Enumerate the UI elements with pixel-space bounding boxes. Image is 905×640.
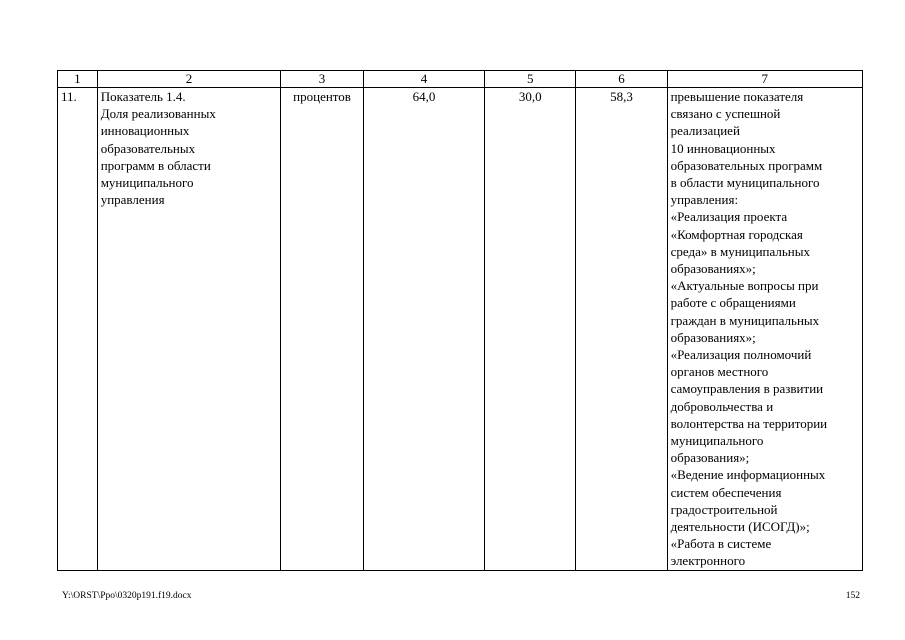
indicator-name-line: программ в области [100,157,211,173]
header-cell-7: 7 [667,71,862,88]
comment-line: «Актуальные вопросы при [670,278,819,294]
report-table [57,70,863,571]
comment-line: 10 инновационных [670,140,776,156]
comment-line: систем обеспечения [670,484,782,500]
comment-line: «Комфортная городская [670,226,803,242]
comment-line: работе с обращениями [670,295,796,311]
comment-line: органов местного [670,364,769,380]
comment-line: муниципального [670,433,764,449]
header-cell-4: 4 [363,71,484,88]
indicator-name-cell [97,88,281,571]
indicator-name-line: Показатель 1.4. [100,89,186,104]
comment-line: «Ведение информационных [670,467,826,483]
value-cell-6: 58,3 [576,88,667,571]
header-cell-3: 3 [281,71,364,88]
comment-line: образования»; [670,450,750,466]
unit-cell: процентов [281,88,364,571]
comment-line: реализацией [670,123,740,139]
comment-line: среда» в муниципальных [670,243,810,259]
indicator-name-line: Доля реализованных [100,106,216,122]
comment-cell [667,88,862,571]
footer-page-number: 152 [845,591,860,601]
table-row [58,88,863,571]
comment-line: образованиях»; [670,261,756,277]
comment-line: добровольчества и [670,398,774,414]
comment-line: «Реализация полномочий [670,347,812,363]
indicator-name-line: муниципального [100,175,194,191]
comment-line: самоуправления в развитии [670,381,824,397]
comment-line: электронного [670,553,746,569]
comment-line: превышение показателя [670,89,804,104]
comment-line: деятельности (ИСОГД)»; [670,519,810,535]
comment-line: связано с успешной [670,106,781,122]
comment-line: образовательных программ [670,157,823,173]
table-header-row [58,71,863,88]
comment-line: в области муниципального [670,175,820,191]
header-cell-6: 6 [576,71,667,88]
indicator-name-line: управления [100,192,165,208]
comment-line: граждан в муниципальных [670,312,820,328]
comment-line: управления: [670,192,739,208]
header-cell-5: 5 [485,71,576,88]
value-cell-5: 30,0 [485,88,576,571]
footer-file-path: Y:\ORST\Ppo\0320p191.f19.docx [62,591,192,601]
header-cell-2: 2 [97,71,281,88]
comment-line: «Реализация проекта [670,209,788,225]
indicator-name-line: инновационных [100,123,190,139]
indicator-name-line: образовательных [100,140,196,156]
comment-line: волонтерства на территории [670,415,828,431]
comment-line: градостроительной [670,501,778,517]
value-cell-4: 64,0 [363,88,484,571]
comment-line: «Работа в системе [670,536,772,552]
header-cell-1: 1 [58,71,98,88]
row-number-cell: 11. [58,88,98,571]
comment-line: образованиях»; [670,329,756,345]
